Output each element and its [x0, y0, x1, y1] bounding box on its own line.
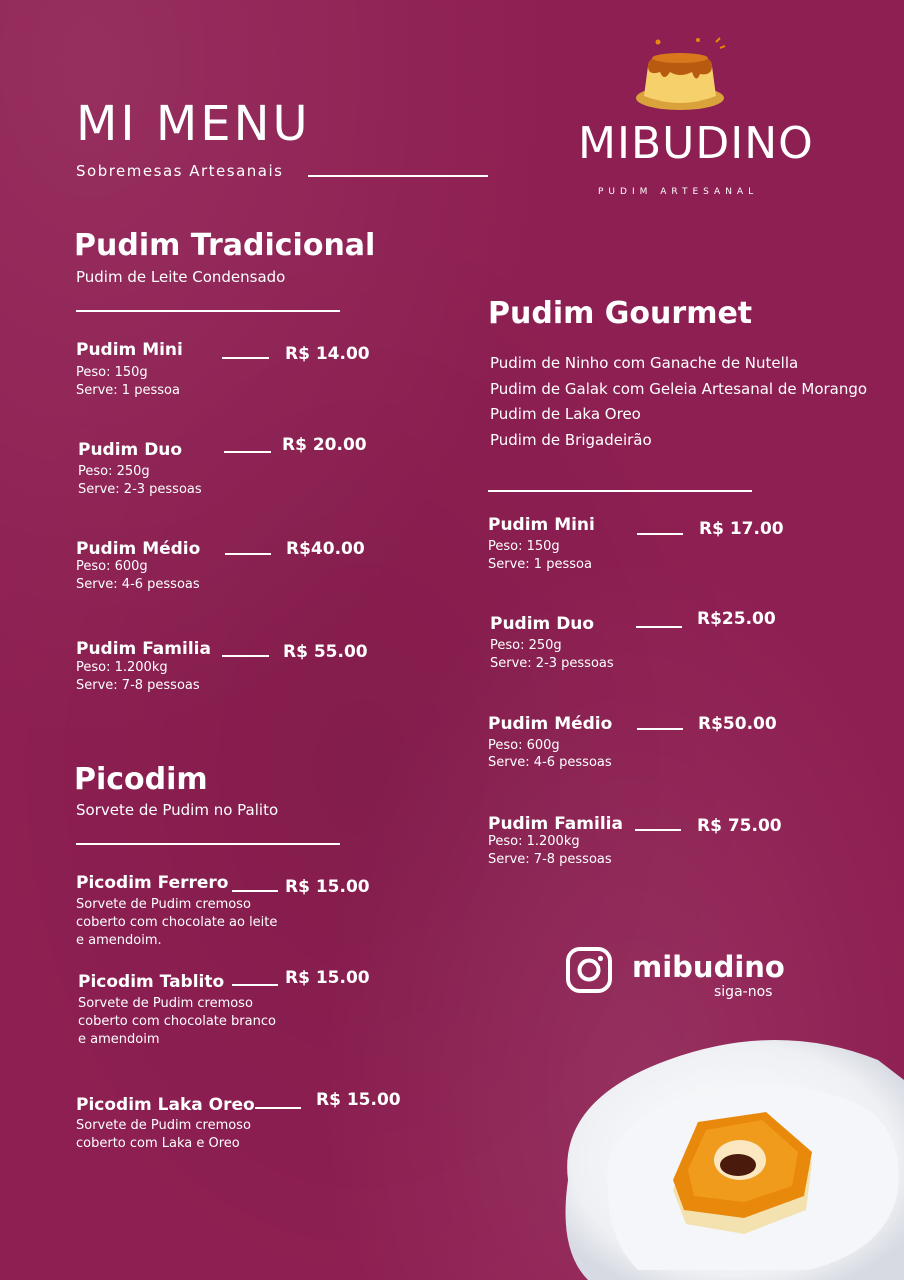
item-name: Pudim Médio [76, 539, 201, 559]
item-price: R$ 14.00 [285, 344, 370, 364]
pudding-plate-image [548, 1020, 904, 1280]
item-name: Pudim Familia [76, 639, 211, 659]
item-desc-line: e amendoim [78, 1032, 160, 1047]
item-serves: Serve: 1 pessoa [76, 383, 180, 398]
item-weight: Peso: 250g [78, 464, 150, 479]
price-leader [636, 626, 682, 628]
item-desc-line: Sorvete de Pudim cremoso [76, 1118, 251, 1133]
instagram-cta: siga-nos [714, 984, 773, 1000]
section-divider [76, 310, 340, 312]
item-serves: Serve: 7-8 pessoas [76, 678, 200, 693]
item-serves: Serve: 7-8 pessoas [488, 852, 612, 867]
instagram-handle[interactable]: mibudino [632, 950, 785, 984]
price-leader [255, 1107, 301, 1109]
price-leader [635, 829, 681, 831]
item-price: R$ 75.00 [697, 816, 782, 836]
brand-name: MIBUDINO [578, 118, 814, 169]
item-name: Pudim Duo [490, 614, 595, 634]
flavor-item: Pudim de Laka Oreo [490, 405, 641, 423]
item-price: R$ 55.00 [283, 642, 368, 662]
item-desc-line: Sorvete de Pudim cremoso [78, 996, 253, 1011]
instagram-icon[interactable] [565, 946, 613, 994]
item-weight: Peso: 1.200kg [76, 660, 168, 675]
item-weight: Peso: 600g [488, 738, 560, 753]
item-serves: Serve: 4-6 pessoas [488, 755, 612, 770]
section-subtitle-tradicional: Pudim de Leite Condensado [76, 268, 286, 286]
item-weight: Peso: 150g [488, 539, 560, 554]
pudding-logo-icon [630, 36, 730, 116]
price-leader [637, 728, 683, 730]
item-price: R$40.00 [286, 539, 365, 559]
menu-subtitle: Sobremesas Artesanais [76, 162, 284, 180]
item-name: Picodim Laka Oreo [76, 1095, 255, 1115]
section-title-tradicional: Pudim Tradicional [74, 228, 376, 263]
item-desc-line: e amendoim. [76, 933, 162, 948]
price-leader [222, 655, 269, 657]
item-name: Pudim Mini [76, 340, 183, 360]
item-desc-line: coberto com chocolate ao leite [76, 915, 278, 930]
price-leader [225, 553, 271, 555]
item-weight: Peso: 1.200kg [488, 834, 580, 849]
item-name: Pudim Duo [78, 440, 183, 460]
menu-title: MI MENU [76, 96, 311, 152]
price-leader [222, 357, 269, 359]
price-leader [637, 533, 683, 535]
item-serves: Serve: 1 pessoa [488, 557, 592, 572]
item-desc-line: coberto com Laka e Oreo [76, 1136, 240, 1151]
item-price: R$ 20.00 [282, 435, 367, 455]
section-subtitle-picodim: Sorvete de Pudim no Palito [76, 801, 279, 819]
item-price: R$25.00 [697, 609, 776, 629]
flavor-item: Pudim de Brigadeirão [490, 430, 652, 449]
flavor-item: Pudim de Galak com Geleia Artesanal de Morango [490, 379, 868, 398]
section-divider [488, 490, 752, 492]
item-desc-line: coberto com chocolate branco [78, 1014, 276, 1029]
item-name: Pudim Mini [488, 515, 595, 535]
item-serves: Serve: 2-3 pessoas [78, 482, 202, 497]
brand-tagline: PUDIM ARTESANAL [598, 187, 759, 197]
item-price: R$ 15.00 [285, 968, 370, 988]
section-title-picodim: Picodim [74, 762, 208, 797]
price-leader [232, 890, 278, 892]
item-price: R$ 15.00 [316, 1090, 401, 1110]
item-price: R$ 15.00 [285, 877, 370, 897]
item-serves: Serve: 4-6 pessoas [76, 577, 200, 592]
item-name: Picodim Tablito [78, 972, 225, 992]
item-serves: Serve: 2-3 pessoas [490, 656, 614, 671]
section-title-gourmet: Pudim Gourmet [488, 296, 753, 331]
item-weight: Peso: 150g [76, 365, 148, 380]
header-divider [308, 175, 488, 177]
item-name: Pudim Familia [488, 814, 623, 834]
flavor-item: Pudim de Ninho com Ganache de Nutella [490, 354, 799, 372]
item-price: R$50.00 [698, 714, 777, 734]
item-price: R$ 17.00 [699, 519, 784, 539]
section-divider [76, 843, 340, 845]
gourmet-flavor-list [490, 351, 867, 453]
price-leader [232, 984, 278, 986]
item-weight: Peso: 250g [490, 638, 562, 653]
item-weight: Peso: 600g [76, 559, 148, 574]
item-desc-line: Sorvete de Pudim cremoso [76, 897, 251, 912]
item-name: Picodim Ferrero [76, 873, 229, 893]
price-leader [224, 451, 271, 453]
item-name: Pudim Médio [488, 714, 613, 734]
